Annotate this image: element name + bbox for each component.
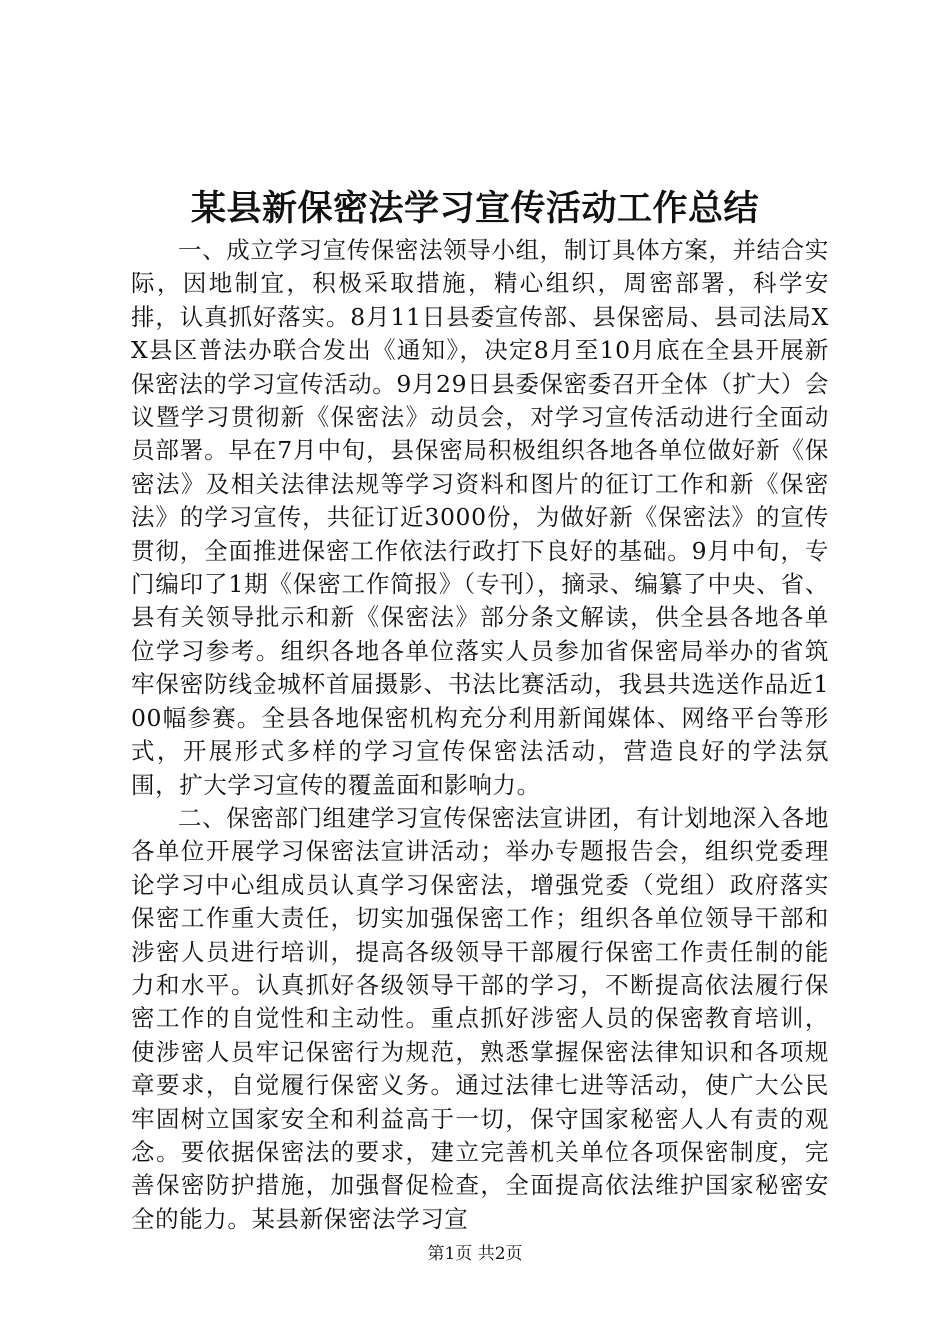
paragraph-2: 二、保密部门组建学习宣传保密法宣讲团，有计划地深入各地各单位开展学习保密法宣讲活动；举办专题报告会，组织党委理论学习中心组成员认真学习保密法，增强党委（党组）政府落实保密工作重大责任，切实加强保密工作；组织各单位领导干部和涉密人员进行培训，提高各级领导干部履行保密工作责任制的能力和水平。认真抓好各级领导干部的学习，不断提高依法履行保密工作的自觉性和主动性。重点抓好涉密人员的保密教育培训，使涉密人员牢记保密行为规范，熟悉掌握保密法律知识和各项规章要求，自觉履行保密义务。通过法律七进等活动，使广大公民牢固树立国家安全和利益高于一切，保守国家秘密人人有责的观念。要依据保密法的要求，建立完善机关单位各项保密制度，完善保密防护措施，加强督促检查，全面提高依法维护国家秘密安全的能力。某县新保密法学习宣	[131, 803, 829, 1233]
paragraph-1: 一、成立学习宣传保密法领导小组，制订具体方案，并结合实际，因地制宜，积极采取措施，精心组织，周密部署，科学安排，认真抓好落实。8月11日县委宣传部、县保密局、县司法局XX县区普法办联合发出《通知》，决定8月至10月底在全县开展新保密法的学习宣传活动。9月29日县委保密委召开全体（扩大）会议暨学习贯彻新《保密法》动员会，对学习宣传活动进行全面动员部署。早在7月中旬，县保密局积极组织各地各单位做好新《保密法》及相关法律法规等学习资料和图片的征订工作和新《保密法》的学习宣传，共征订近3000份，为做好新《保密法》的宣传贯彻，全面推进保密工作依法行政打下良好的基础。9月中旬，专门编印了1期《保密工作简报》（专刊），摘录、编纂了中央、省、县有关领导批示和新《保密法》部分条文解读，供全县各地各单位学习参考。组织各地各单位落实人员参加省保密局举办的省筑牢保密防线金城杯首届摄影、书法比赛活动，我县共选送作品近100幅参赛。全县各地保密机构充分利用新闻媒体、网络平台等形式，开展形式多样的学习宣传保密法活动，营造良好的学法氛围，扩大学习宣传的覆盖面和影响力。	[131, 236, 829, 799]
document-title: 某县新保密法学习宣传活动工作总结	[190, 188, 759, 229]
page-number-footer: 第1页 共2页	[427, 1244, 523, 1264]
document-body	[131, 234, 829, 1236]
